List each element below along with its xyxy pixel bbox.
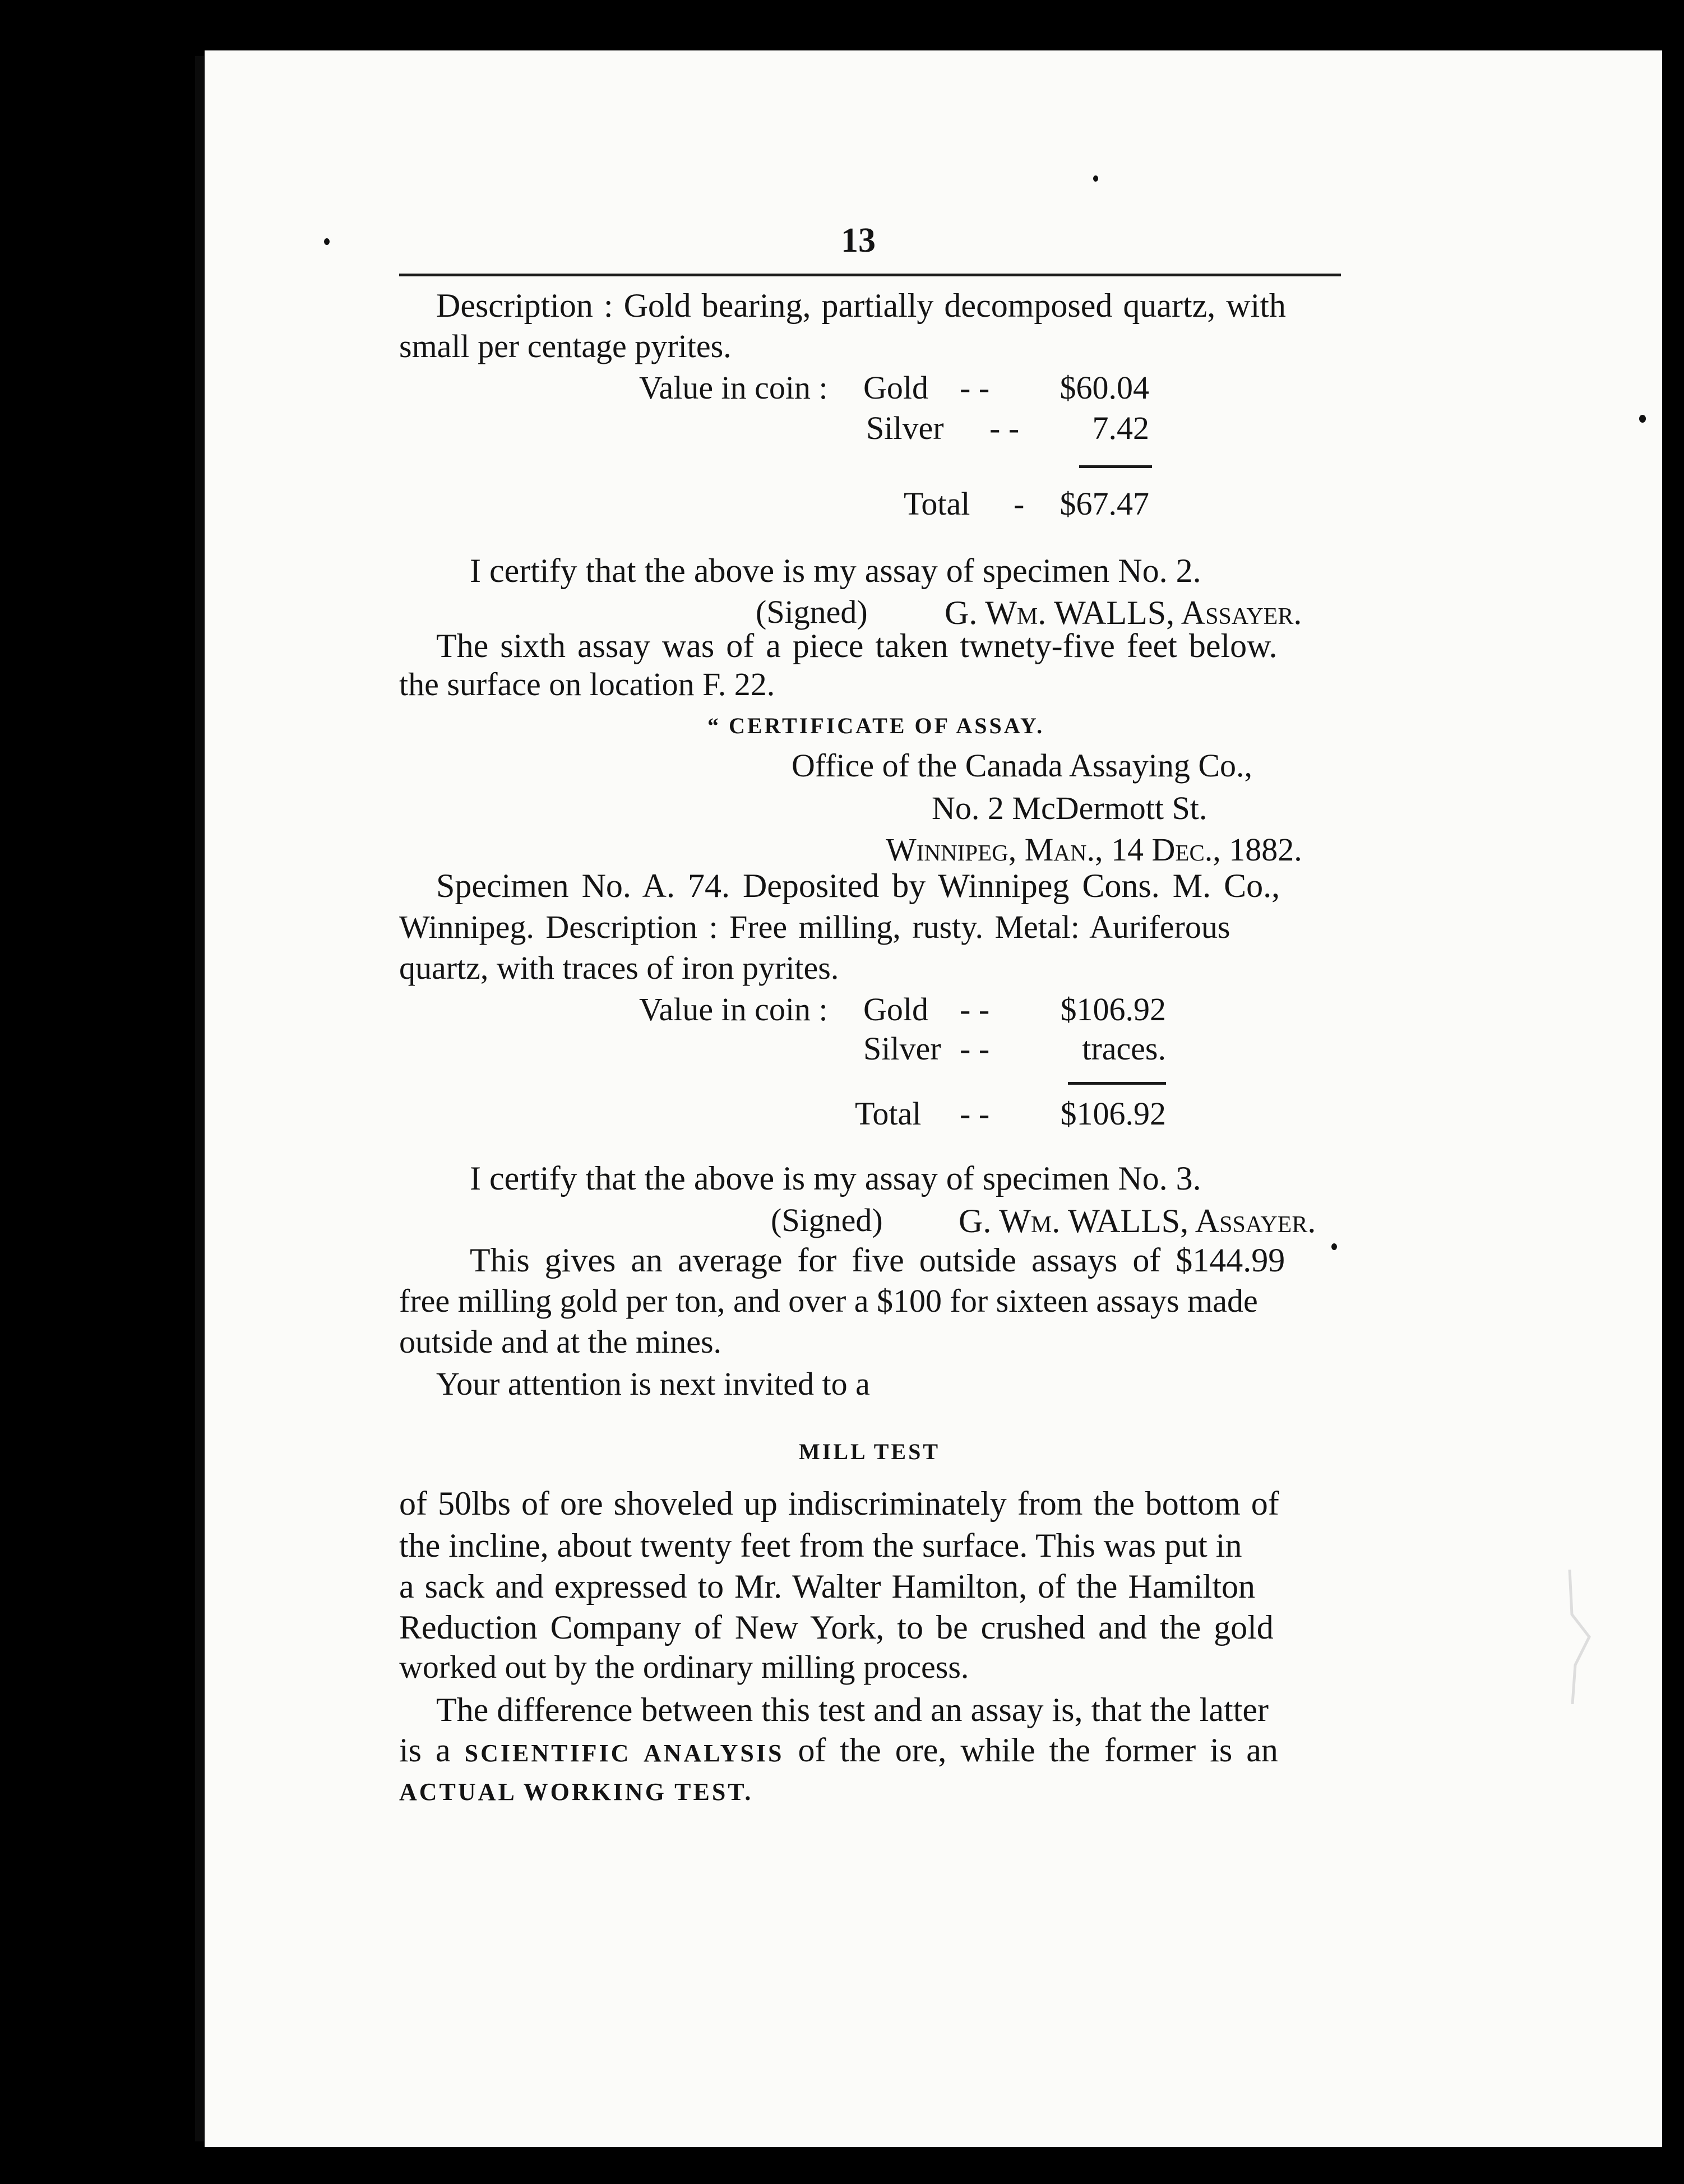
gold-label: Gold	[863, 369, 928, 406]
mill-line-5: worked out by the ordinary milling process.	[399, 1649, 969, 1685]
certify-specimen-2: I certify that the above is my assay of specimen No. 2.	[470, 552, 1201, 589]
page-edge-artifact	[1564, 1570, 1598, 1704]
value-in-coin-label-2: Value in coin :	[639, 991, 828, 1028]
scan-speck	[1639, 415, 1646, 423]
total-value-2: $106.92	[1060, 1095, 1166, 1132]
signed-label-3: (Signed)	[771, 1202, 883, 1238]
mill-line-4: Reduction Company of New York, to be crushed and the gold	[399, 1609, 1274, 1646]
signed-label: (Signed)	[756, 594, 868, 630]
sixth-assay-line-1: The sixth assay was of a piece taken twnety-five feet below.	[436, 627, 1278, 664]
scan-speck	[1093, 175, 1098, 182]
total-dashes-2: - -	[960, 1095, 990, 1132]
page	[205, 50, 1662, 2147]
page-number: 13	[841, 221, 876, 260]
average-line-3: outside and at the mines.	[399, 1324, 722, 1360]
description-line-2: small per centage pyrites.	[399, 328, 732, 364]
certificate-heading: “ CERTIFICATE OF ASSAY.	[707, 713, 1045, 738]
office-line-2: No. 2 McDermott St.	[932, 790, 1208, 826]
value-in-coin-label: Value in coin :	[639, 369, 828, 406]
mill-test-heading: MILL TEST	[799, 1439, 941, 1464]
sum-rule	[1079, 465, 1152, 468]
office-line-1: Office of the Canada Assaying Co.,	[792, 747, 1253, 784]
average-line-2: free milling gold per ton, and over a $100 for sixteen assays made	[399, 1283, 1258, 1319]
office-line-3: Winnipeg, Man., 14 Dec., 1882.	[886, 831, 1302, 868]
difference-line-2-a: is a	[399, 1732, 451, 1769]
gold-dashes: - -	[960, 369, 990, 406]
total-label-2: Total	[855, 1095, 922, 1132]
difference-line-2-c: of the ore, while the former is an	[798, 1732, 1278, 1769]
silver-value: 7.42	[1092, 410, 1149, 446]
mill-line-3: a sack and expressed to Mr. Walter Hamilton, of the Hamilton	[399, 1568, 1256, 1605]
total-value: $67.47	[1060, 485, 1149, 522]
silver-label-2: Silver	[863, 1030, 941, 1067]
actual-working-test: ACTUAL WORKING TEST.	[399, 1778, 753, 1806]
scan-speck	[324, 238, 330, 245]
silver-value-2: traces.	[1082, 1030, 1166, 1067]
scan-speck	[1331, 1243, 1337, 1250]
binding-edge	[195, 56, 204, 2141]
mill-line-1: of 50lbs of ore shoveled up indiscriminately from the bottom of	[399, 1485, 1279, 1522]
specimen-line-3: quartz, with traces of iron pyrites.	[399, 950, 839, 986]
assayer-signature-3: G. Wm. WALLS, Assayer.	[959, 1202, 1316, 1239]
total-label: Total	[904, 485, 970, 522]
difference-line-2	[399, 1733, 1278, 1767]
mill-line-2: the incline, about twenty feet from the surface. This was put in	[399, 1527, 1242, 1564]
certify-specimen-3: I certify that the above is my assay of specimen No. 3.	[470, 1160, 1201, 1197]
scientific-analysis: SCIENTIFIC ANALYSIS	[464, 1739, 784, 1767]
specimen-line-1: Specimen No. A. 74. Deposited by Winnipeg Cons. M. Co.,	[436, 867, 1280, 904]
assayer-signature: G. Wm. WALLS, Assayer.	[945, 594, 1302, 631]
header-rule	[399, 274, 1341, 276]
sum-rule-2	[1068, 1082, 1166, 1085]
attention-line: Your attention is next invited to a	[436, 1366, 870, 1402]
average-line-1: This gives an average for five outside assays of $144.99	[470, 1242, 1285, 1279]
total-dash: -	[1014, 485, 1025, 522]
silver-label: Silver	[866, 410, 944, 446]
gold-label-2: Gold	[863, 991, 928, 1028]
description-line-1: Description : Gold bearing, partially decomposed quartz, with	[436, 287, 1286, 324]
silver-dashes-2: - -	[960, 1030, 990, 1067]
specimen-line-2: Winnipeg. Description : Free milling, rusty. Metal: Auriferous	[399, 909, 1230, 945]
sixth-assay-line-2: the surface on location F. 22.	[399, 666, 775, 702]
difference-line-1: The difference between this test and an assay is, that the latter	[436, 1691, 1269, 1728]
gold-dashes-2: - -	[960, 991, 990, 1028]
gold-value: $60.04	[1060, 369, 1149, 406]
gold-value-2: $106.92	[1060, 991, 1166, 1028]
silver-dashes: - -	[989, 410, 1020, 446]
